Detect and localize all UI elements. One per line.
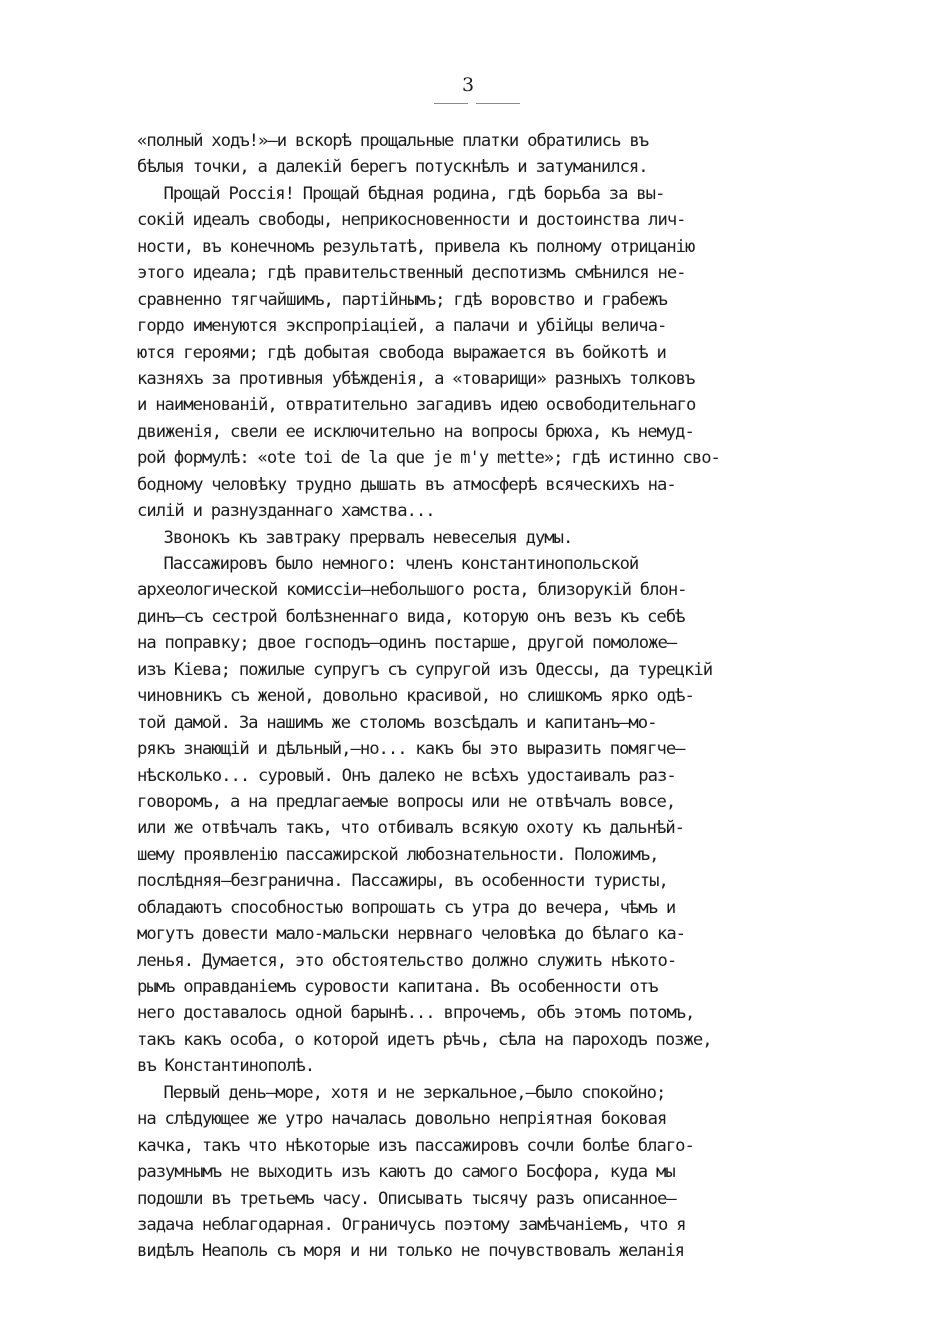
text-line: движенія, свели ее исключительно на вопросы брюха, къ немуд-	[137, 421, 694, 442]
text-line: той дамой. За нашимъ же столомъ возсѣдалъ и капитанъ—мо-	[137, 712, 657, 733]
text-line: и наименованій, отвратительно загадивъ идею освободительнаго	[137, 395, 696, 416]
body-text	[137, 128, 813, 1265]
text-line: такъ какъ особа, о которой идетъ рѣчь, сѣла на пароходъ позже,	[137, 1029, 712, 1050]
text-line: Прощай Россія! Прощай бѣдная родина, гдѣ борьба за вы-	[137, 183, 665, 204]
text-line: качка, такъ что нѣкоторые изъ пассажировъ сочли болѣе благо-	[137, 1135, 694, 1156]
text-line: археологической комиссіи—небольшого роста, близорукій блон-	[137, 580, 687, 601]
text-line: ности, въ конечномъ результатѣ, привела къ полному отрицанію	[137, 236, 695, 257]
text-line: «полный ходъ!»—и вскорѣ прощальные платки обратились въ	[137, 131, 649, 151]
text-line: задача неблагодарная. Ограничусь поэтому замѣчаніемъ, что я	[137, 1214, 686, 1235]
text-line: говоромъ, а на предлагаемые вопросы или не отвѣчалъ вовсе,	[137, 791, 676, 812]
header-rule-right	[476, 103, 520, 104]
text-line: рякъ знающій и дѣльный,—но... какъ бы это выразить помягче—	[137, 739, 685, 760]
text-line: динъ—съ сестрой болѣзненнаго вида, которую онъ везъ къ себѣ	[137, 606, 685, 627]
text-line: ленья. Думается, это обстоятельство должно служить нѣкото-	[137, 950, 677, 971]
text-line: или же отвѣчалъ такъ, что отбивалъ всякую охоту къ дальнѣй-	[137, 818, 685, 839]
text-line: рой формулѣ: «ote toi de la que je m'y mette»; гдѣ истинно сво-	[137, 448, 720, 469]
text-line: могутъ довести мало-мальски нервнаго человѣка до бѣлаго ка-	[137, 924, 686, 945]
text-line: казняхъ за противныя убѣжденія, а «товарищи» разныхъ толковъ	[137, 368, 695, 389]
text-line: шему проявленію пассажирской любознательности. Положимъ,	[137, 844, 659, 865]
text-line: ются героями; гдѣ добытая свобода выражается въ бойкотѣ и	[137, 342, 666, 363]
text-line: изъ Кіева; пожилые супругъ съ супругой изъ Одессы, да турецкій	[137, 659, 713, 680]
text-line: Первый день—море, хотя и не зеркальное,—было спокойно;	[137, 1082, 666, 1103]
text-line: чиновникъ съ женой, довольно красивой, но слишкомъ ярко одѣ-	[137, 686, 694, 707]
text-line: Пассажировъ было немного: членъ константинопольской	[137, 554, 639, 574]
text-line: сравненно тягчайшимъ, партійнымъ; гдѣ воровство и грабежъ	[137, 289, 667, 310]
text-line: гордо именуются экспропріаціей, а палачи и убійцы велича-	[137, 316, 667, 337]
text-line: на поправку; двое господъ—одинъ постарше, другой помоложе—	[137, 633, 677, 654]
text-line: силій и разнузданнаго хамства...	[137, 501, 435, 522]
text-line: подошли въ третьемъ часу. Описывать тысячу разъ описанное—	[137, 1188, 676, 1209]
page-number: 3	[461, 74, 475, 96]
text-line: Звонокъ къ завтраку прервалъ невеселыя думы.	[137, 527, 573, 548]
text-line: обладаютъ способностью вопрошать съ утра до вечера, чѣмъ и	[137, 897, 676, 918]
text-line: нѣсколько... суровый. Онъ далеко не всѣхъ удостаивалъ раз-	[137, 765, 676, 786]
text-line: послѣдняя—безгранична. Пассажиры, въ особенности туристы,	[137, 871, 668, 892]
text-line: бѣлыя точки, а далекій берегъ потускнѣлъ и затуманился.	[137, 157, 648, 178]
text-line: рымъ оправданіемъ суровости капитана. Въ особенности отъ	[137, 977, 658, 997]
text-line: сокій идеалъ свободы, неприкосновенности и достоинства лич-	[137, 210, 686, 231]
text-line: бодному человѣку трудно дышать въ атмосферѣ всяческихъ на-	[137, 474, 676, 495]
header-rule-left	[434, 103, 468, 104]
text-line: него доставалось одной барынѣ... впрочемъ, объ этомъ потомъ,	[137, 1003, 695, 1024]
text-line: этого идеала; гдѣ правительственный деспотизмъ смѣнился не-	[137, 263, 686, 284]
text-line: на слѣдующее же утро началась довольно непріятная боковая	[137, 1109, 667, 1130]
text-line: въ Константинополѣ.	[137, 1056, 315, 1077]
text-line: видѣлъ Неаполь съ моря и ни только не почувствовалъ желанія	[137, 1241, 685, 1262]
text-line: разумнымъ не выходить изъ каютъ до самого Босфора, куда мы	[137, 1162, 675, 1183]
